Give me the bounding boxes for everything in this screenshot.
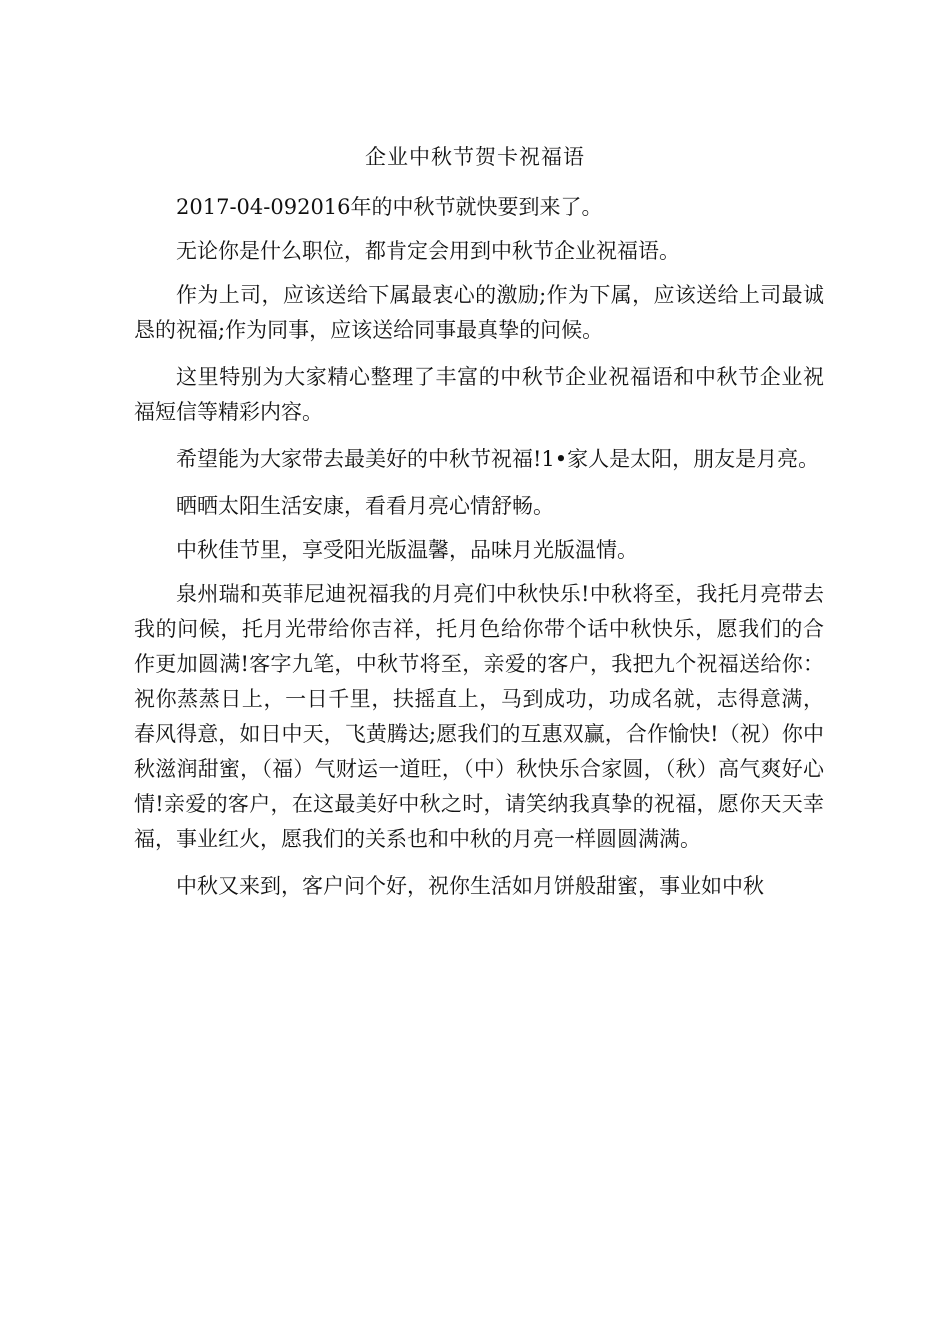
paragraph-date-intro: 2017-04-092016年的中秋节就快要到来了。 <box>176 195 603 219</box>
document-title: 企业中秋节贺卡祝福语 <box>365 145 585 169</box>
paragraph-roles: 作为上司，应该送给下属最衷心的激励;作为下属，应该送给上司最诚恳的祝福;作为同事，应该送给同事最真挚的问候。 <box>134 283 824 342</box>
paragraph-sunshine: 晒晒太阳生活安康，看看月亮心情舒畅。 <box>176 494 554 518</box>
paragraph-festival: 中秋佳节里，享受阳光版温馨，品味月光版温情。 <box>176 538 638 562</box>
paragraph-position: 无论你是什么职位，都肯定会用到中秋节企业祝福语。 <box>176 239 680 263</box>
document-body <box>134 190 824 916</box>
paragraph-collection: 这里特别为大家精心整理了丰富的中秋节企业祝福语和中秋节企业祝福短信等精彩内容。 <box>134 365 824 424</box>
paragraph-customer-wishes: 泉州瑞和英菲尼迪祝福我的月亮们中秋快乐!中秋将至，我托月亮带去我的问候，托月光带给你吉祥，托月色给你带个话中秋快乐，愿我们的合作更加圆满!客字九笔，中秋节将至，亲爱的客户，我把九个祝福送给你：祝你蒸蒸日上，一日千里，扶摇直上，马到成功，功成名就，志得意满，春风得意，如日中天，飞黄腾达;愿我们的互惠双赢，合作愉快!（祝）你中秋滋润甜蜜，（福）气财运一道旺，（中）秋快乐合家圆，（秋）高气爽好心情!亲爱的客户，在这最美好中秋之时，请笑纳我真挚的祝福，愿你天天幸福，事业红火，愿我们的关系也和中秋的月亮一样圆圆满满。 <box>134 582 824 851</box>
paragraph-hope: 希望能为大家带去最美好的中秋节祝福!1•家人是太阳，朋友是月亮。 <box>176 447 820 471</box>
paragraph-closing: 中秋又来到，客户问个好，祝你生活如月饼般甜蜜，事业如中秋 <box>176 874 764 898</box>
